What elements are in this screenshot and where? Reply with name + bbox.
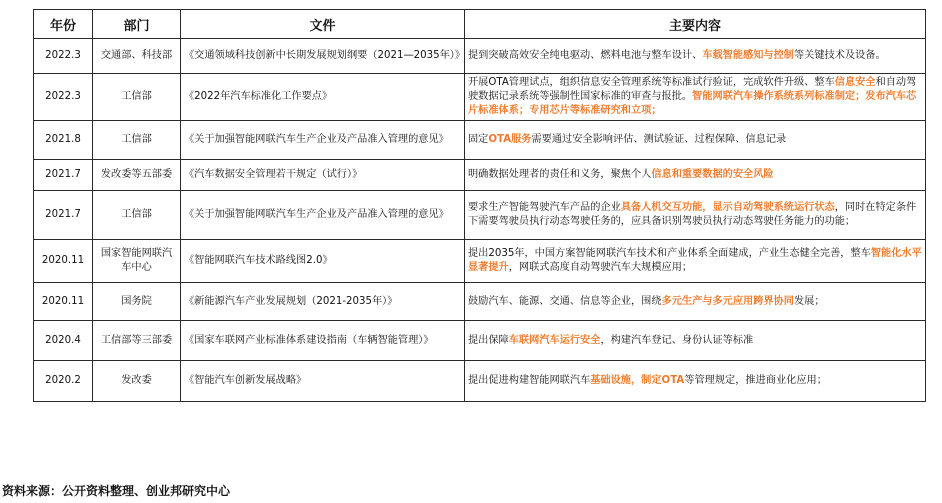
cell-document: 《2022年汽车标准化工作要点》: [181, 74, 465, 121]
table-row: [34, 74, 926, 121]
cell-main-content: [465, 160, 926, 191]
cell-department: 工信部等三部委: [93, 321, 181, 361]
table-header-row: [34, 10, 926, 39]
cell-department: 发改委等五部委: [93, 160, 181, 191]
content-text: 明确数据处理者的责任和义务，聚焦个人: [468, 169, 652, 180]
content-text: 鼓励汽车、能源、交通、信息等企业，围绕: [468, 295, 662, 307]
cell-main-content: [465, 121, 926, 160]
cell-document: 《新能源汽车产业发展规划（2021-2035年）》: [181, 283, 465, 321]
highlight-text: 信息和重要数据的安全风险: [651, 169, 774, 180]
cell-main-content: [465, 240, 926, 283]
cell-year: 2020.2: [34, 361, 93, 402]
source-note: 资料来源：公开资料整理、创业邦研究中心: [2, 484, 231, 498]
table-row: [34, 321, 926, 361]
cell-document: 《汽车数据安全管理若干规定（试行）》: [181, 160, 465, 191]
table-row: [34, 39, 926, 74]
content-text: 需要通过安全影响评估、测试验证、过程保障、信息记录: [531, 134, 787, 145]
highlight-text: 车联网汽车运行安全: [508, 334, 601, 346]
cell-year: 2021.7: [34, 160, 93, 191]
content-text: 提出促进构建智能网联汽车: [468, 375, 591, 386]
cell-department: 国家智能网联汽车中心: [93, 240, 181, 283]
highlight-text: 信息安全: [834, 77, 876, 88]
cell-main-content: [465, 283, 926, 321]
content-text: 提出2035年，中国方案智能网联汽车技术和产业体系全面建成，产业生态健全完善，整车: [468, 248, 871, 259]
cell-year: 2022.3: [34, 74, 93, 121]
table-row: [34, 160, 926, 191]
cell-department: 工信部: [93, 121, 181, 160]
content-text: 和自动驾驶数据记录系统等强制性国家标准的审查与报批。: [468, 77, 917, 102]
table-row: [34, 240, 926, 283]
cell-document: 《智能汽车创新发展战略》: [181, 361, 465, 402]
highlight-text: 智能网联汽车操作系统系列标准制定；发布汽车芯片标准体系；专用芯片等标准研究和立项；: [468, 91, 917, 116]
cell-year: 2020.11: [34, 283, 93, 321]
cell-document: 《关于加强智能网联汽车生产企业及产品准入管理的意见》: [181, 191, 465, 240]
policy-table: [33, 9, 926, 402]
highlight-text: 基础设施，制定OTA: [590, 375, 685, 386]
cell-document: 《关于加强智能网联汽车生产企业及产品准入管理的意见》: [181, 121, 465, 160]
cell-main-content: [465, 74, 926, 121]
cell-year: 2020.11: [34, 240, 93, 283]
highlight-text: 具备人机交互功能，显示自动驾驶系统运行状态: [620, 202, 835, 213]
table-row: [34, 121, 926, 160]
content-text: 开展OTA管理试点，组织信息安全管理系统等标准试行验证，完成软件升级、整车: [468, 77, 835, 88]
content-text: 固定: [468, 134, 489, 145]
content-text: ，构建汽车登记、身份认证等标准: [600, 334, 754, 346]
header-year: 年份: [34, 10, 93, 39]
cell-department: 交通部、科技部: [93, 39, 181, 74]
content-text: 等管理规定，推进商业化应用；: [684, 375, 827, 386]
table-body: [34, 39, 926, 402]
highlight-text: 智能化水平显著提升: [468, 248, 922, 273]
highlight-text: OTA服务: [488, 134, 532, 145]
header-document: 文件: [181, 10, 465, 39]
content-text: ，同时在特定条件下需要驾驶员执行动态驾驶任务的，应具备识别驾驶员执行动态驾驶任务能力的功能；: [468, 202, 917, 227]
content-text: ，网联式高度自动驾驶汽车大规模应用；: [508, 262, 693, 273]
content-text: 发展；: [794, 295, 825, 307]
highlight-text: 车载智能感知与控制: [702, 50, 794, 61]
content-text: 提出保障: [468, 334, 509, 346]
header-main-content: 主要内容: [465, 10, 926, 39]
cell-main-content: [465, 321, 926, 361]
content-text: 要求生产智能驾驶汽车产品的企业: [468, 202, 621, 213]
cell-department: 工信部: [93, 191, 181, 240]
header-department: 部门: [93, 10, 181, 39]
cell-main-content: [465, 191, 926, 240]
cell-year: 2022.3: [34, 39, 93, 74]
table-row: [34, 283, 926, 321]
cell-document: 《智能网联汽车技术路线图2.0》: [181, 240, 465, 283]
cell-department: 工信部: [93, 74, 181, 121]
cell-year: 2021.7: [34, 191, 93, 240]
cell-main-content: [465, 361, 926, 402]
cell-department: 国务院: [93, 283, 181, 321]
cell-year: 2021.8: [34, 121, 93, 160]
cell-document: 《交通领域科技创新中长期发展规划纲要（2021—2035年）》: [181, 39, 465, 74]
highlight-text: 多元生产与多元应用跨界协同: [661, 295, 794, 307]
table-row: [34, 361, 926, 402]
cell-document: 《国家车联网产业标准体系建设指南（车辆智能管理）》: [181, 321, 465, 361]
cell-main-content: [465, 39, 926, 74]
table-row: [34, 191, 926, 240]
cell-year: 2020.4: [34, 321, 93, 361]
content-text: 等关键技术及设备。: [794, 50, 886, 61]
content-text: 提到突破高效安全纯电驱动、燃料电池与整车设计、: [468, 50, 703, 61]
cell-department: 发改委: [93, 361, 181, 402]
